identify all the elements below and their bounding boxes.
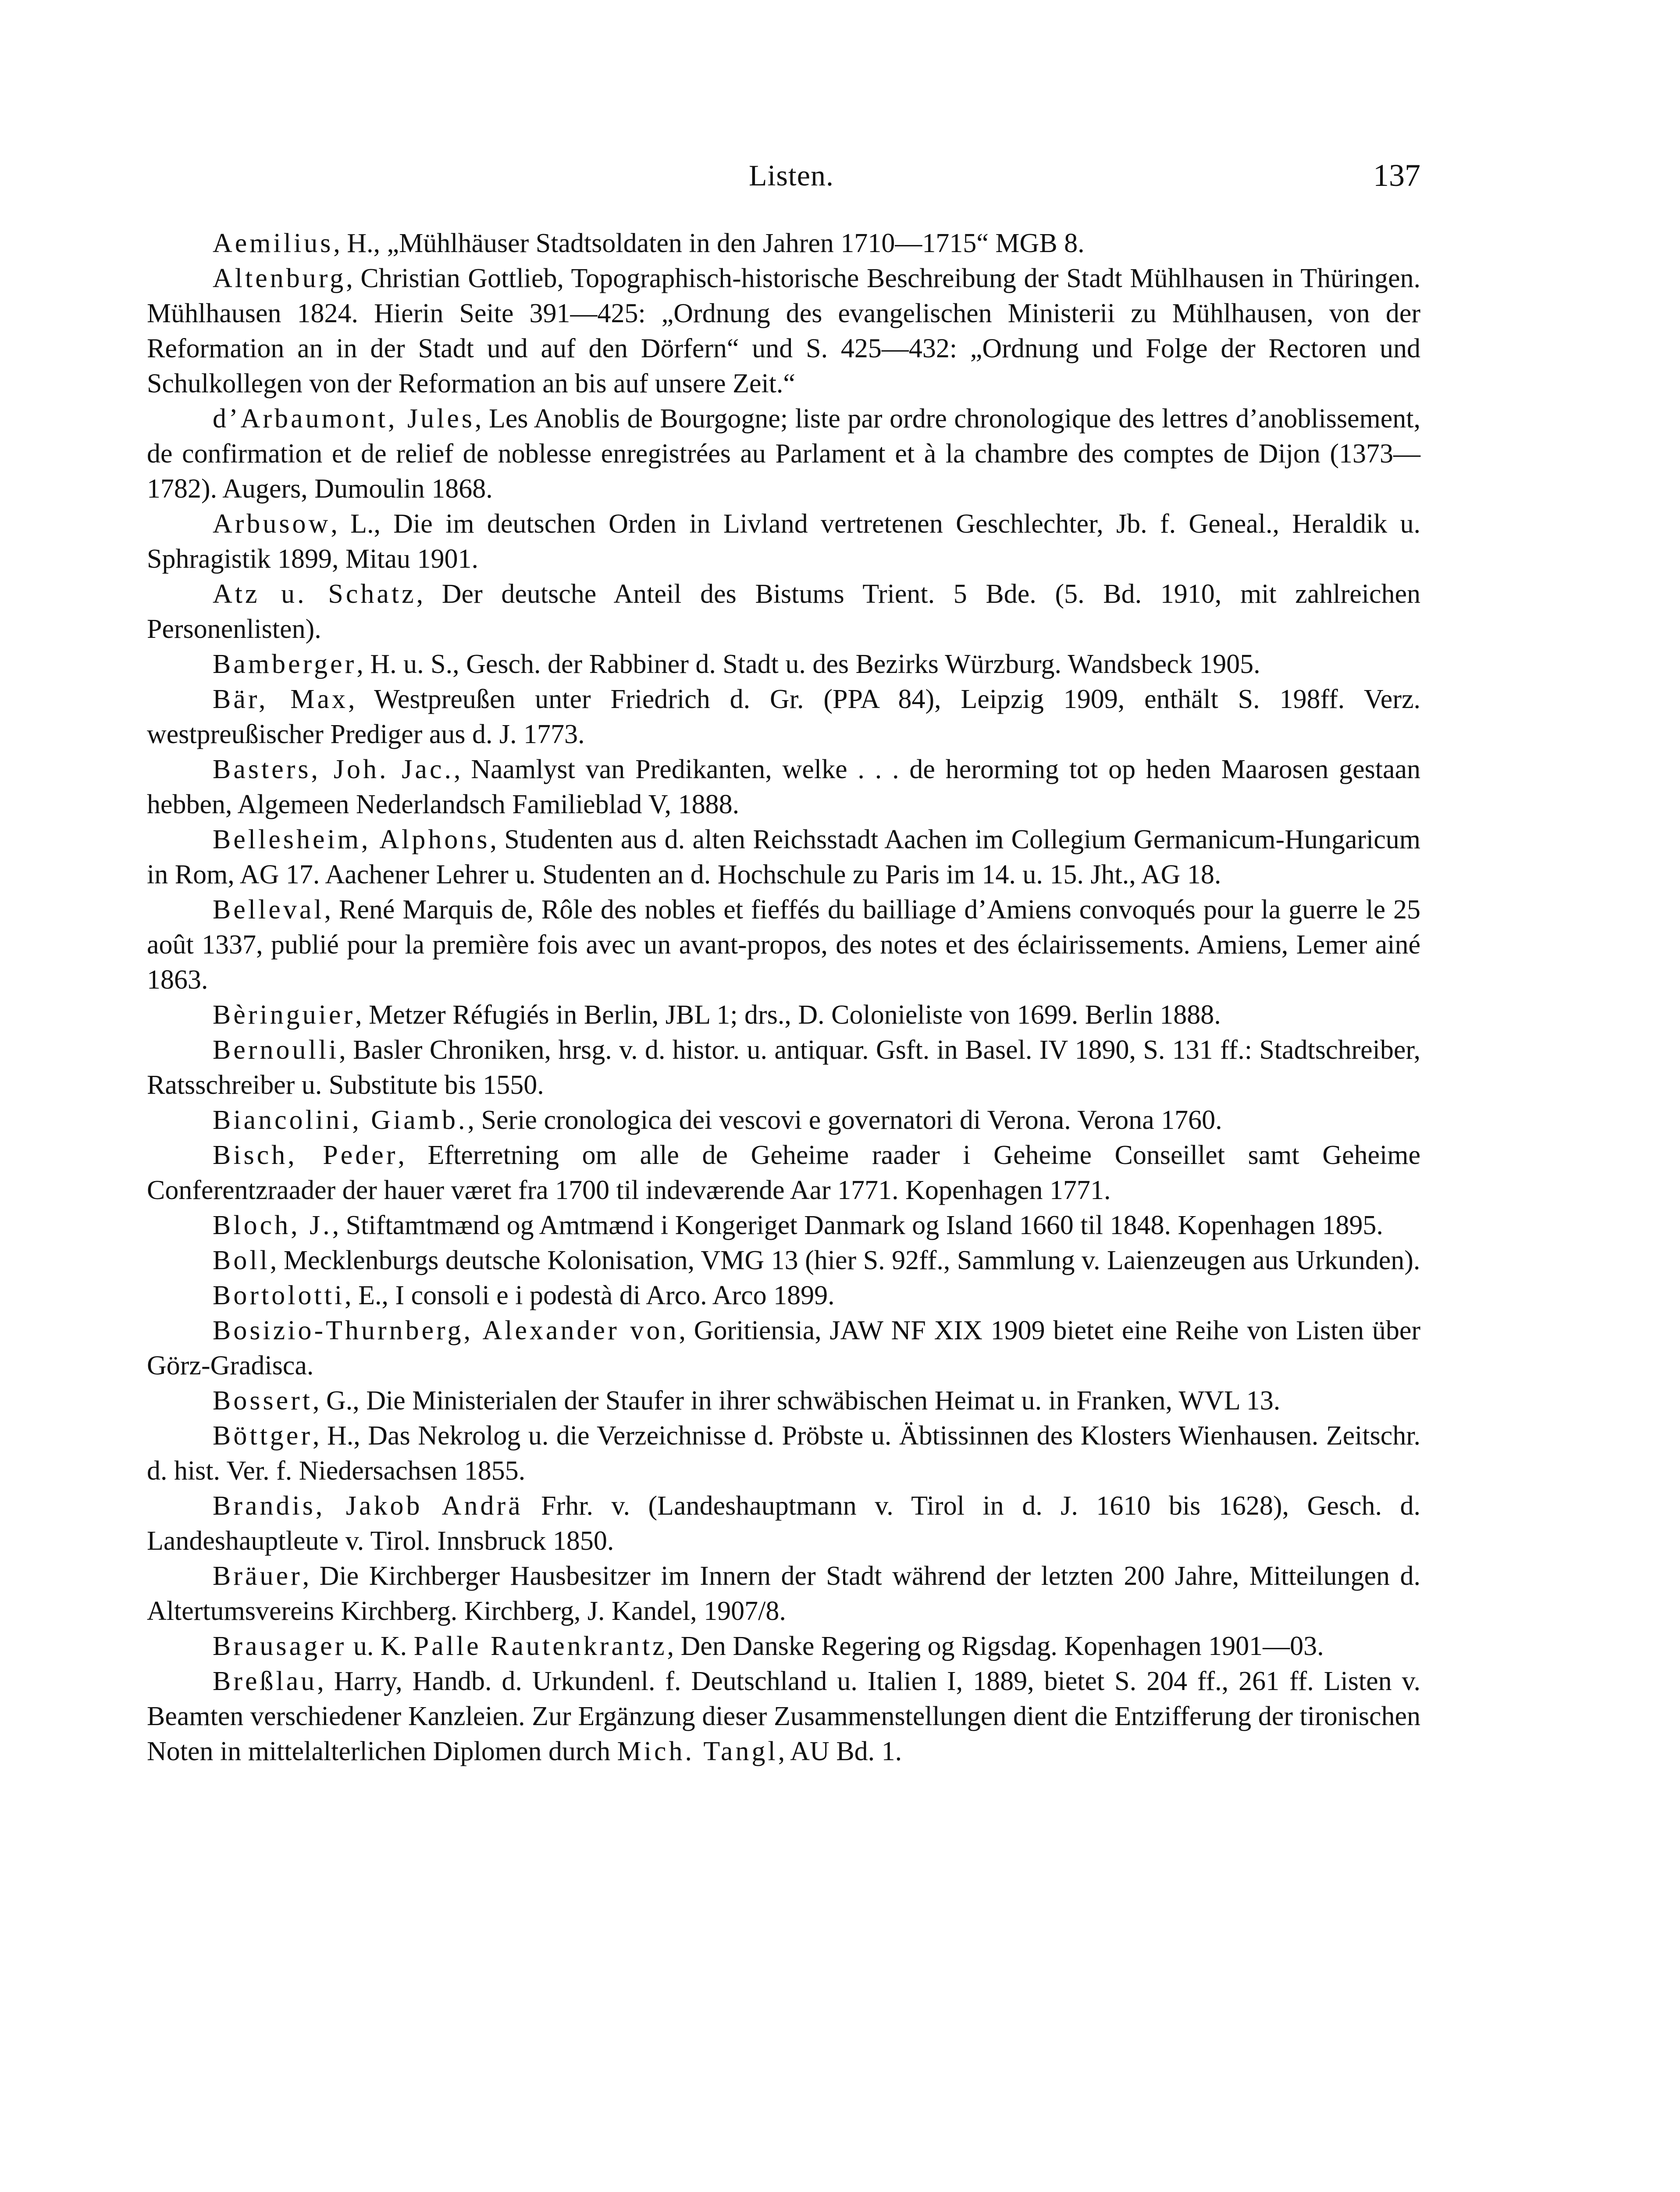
entry-name: Biancolini, Giamb. xyxy=(213,1105,468,1135)
bibliography-entry xyxy=(147,261,1420,401)
entry-text: , Christian Gottlieb, Topographisch-historische Beschreibung der Stadt Mühlhausen in Thüringen. Mühlhausen 1824. Hierin Seite 391—425: „Ordnung des evangelischen Ministerii zu Mühlhausen, von der Reformation an in der Stadt und auf den Dörfern“ und S. 425—432: „Ordnung und Folge der Rectoren und Schulkollegen von der Reformation an bis auf unsere Zeit.“ xyxy=(147,263,1420,399)
bibliography-entry xyxy=(147,1032,1420,1103)
bibliography-entry xyxy=(147,1243,1420,1278)
running-head xyxy=(162,153,1420,197)
entry-name: Bernoulli xyxy=(213,1035,339,1065)
entry-text: , L., Die im deutschen Orden in Livland vertretenen Geschlechter, Jb. f. Geneal., Heraldik u. Sphragistik 1899, Mitau 1901. xyxy=(147,509,1420,574)
bibliography-entry xyxy=(147,1629,1420,1664)
bibliography-entry xyxy=(147,1138,1420,1208)
bibliography-entry xyxy=(147,1418,1420,1488)
bibliography-entry xyxy=(147,1383,1420,1418)
entry-second-text: , AU Bd. 1. xyxy=(778,1737,902,1766)
entry-text: , René Marquis de, Rôle des nobles et fieffés du bailliage d’Amiens convoqués pour la guerre le 25 août 1337, publié pour la première fois avec un avant-propos, des notes et des éclairissements. Amiens, Lemer ainé 1863. xyxy=(147,895,1420,995)
entry-text: , Naamlyst van Predikanten, welke . . . de herorming tot op heden Maarosen gestaan hebben, Algemeen Nederlandsch Familieblad V, 1888. xyxy=(147,754,1420,819)
bibliography-entry xyxy=(147,576,1420,647)
entry-name: Bamberger xyxy=(213,649,357,679)
bibliography-entry xyxy=(147,1664,1420,1769)
entry-text: , Stiftamtmænd og Amtmænd i Kongeriget Danmark og Island 1660 til 1848. Kopenhagen 1895. xyxy=(332,1210,1383,1240)
entry-text: u. K. xyxy=(346,1631,414,1661)
bibliography-entry xyxy=(147,1313,1420,1383)
entry-name: Basters, Joh. Jac. xyxy=(213,754,454,784)
bibliography-entry xyxy=(147,506,1420,576)
page-number: 137 xyxy=(1373,158,1420,193)
entry-text: , H., „Mühlhäuser Stadtsoldaten in den Jahren 1710—1715“ MGB 8. xyxy=(333,228,1085,258)
entry-text: , H., Das Nekrolog u. die Verzeichnisse d. Pröbste u. Äbtissinnen des Klosters Wienhausen. Zeitschr. d. hist. Ver. f. Niedersachsen 1855. xyxy=(147,1421,1420,1486)
running-title: Listen. xyxy=(749,159,834,192)
entry-text: , H. u. S., Gesch. der Rabbiner d. Stadt u. des Bezirks Würzburg. Wandsbeck 1905. xyxy=(356,649,1260,679)
entry-name: Bisch, Peder xyxy=(213,1140,398,1170)
entry-name: Brandis, Jakob Andrä xyxy=(213,1491,523,1521)
entry-name: Boll xyxy=(213,1245,270,1275)
entry-text: , Serie cronologica dei vescovi e governatori di Verona. Verona 1760. xyxy=(467,1105,1222,1135)
bibliography-entry xyxy=(147,1488,1420,1559)
entry-text: , Basler Chroniken, hrsg. v. d. histor. u. antiquar. Gsft. in Basel. IV 1890, S. 131 ff.: Stadtschreiber, Ratsschreiber u. Substitute bis 1550. xyxy=(147,1035,1420,1100)
entry-text: , Les Anoblis de Bourgogne; liste par ordre chronologique des lettres d’anoblissement, de confirmation et de relief de noblesse enregistrées au Parlament et à la chambre des comptes de Dijon (1373—1782). Augers, Dumoulin 1868. xyxy=(147,404,1420,504)
bibliography-entry xyxy=(147,1278,1420,1313)
entry-name: Breßlau xyxy=(213,1666,317,1696)
entry-name: Bär, Max xyxy=(213,684,349,714)
entry-text: , Der deutsche Anteil des Bistums Trient. 5 Bde. (5. Bd. 1910, mit zahlreichen Personenlisten). xyxy=(147,579,1420,644)
entry-name: Aemilius xyxy=(213,228,334,258)
entry-name: Altenburg xyxy=(213,263,346,293)
entry-name: Bortolotti xyxy=(213,1281,345,1310)
entry-text: , Die Kirchberger Hausbesitzer im Innern der Stadt während der letzten 200 Jahre, Mitteilungen d. Altertumsvereins Kirchberg. Kirchberg, J. Kandel, 1907/8. xyxy=(147,1561,1420,1626)
entry-text: , Harry, Handb. d. Urkundenl. f. Deutschland u. Italien I, 1889, bietet S. 204 ff., 261 ff. Listen v. Beamten verschiedener Kanzleien. Zur Ergänzung dieser Zusammenstellungen dient die Entzifferung der tironischen Noten in mittelalterlichen Diplomen durch xyxy=(147,1666,1420,1766)
entry-name: d’Arbaumont, Jules xyxy=(213,404,475,434)
entry-name: Bèringuier xyxy=(213,1000,356,1030)
bibliography-entry xyxy=(147,997,1420,1032)
bibliography-entry xyxy=(147,1559,1420,1629)
entry-text: , Metzer Réfugiés in Berlin, JBL 1; drs., D. Colonieliste von 1699. Berlin 1888. xyxy=(355,1000,1221,1030)
bibliography-list xyxy=(147,226,1420,1769)
bibliography-entry xyxy=(147,1103,1420,1138)
entry-name: Atz u. Schatz xyxy=(213,579,416,609)
entry-second-name: Mich. Tangl xyxy=(617,1737,778,1766)
entry-text: , E., I consoli e i podestà di Arco. Arco 1899. xyxy=(345,1281,835,1310)
entry-text: , Westpreußen unter Friedrich d. Gr. (PPA 84), Leipzig 1909, enthält S. 198ff. Verz. westpreußischer Prediger aus d. J. 1773. xyxy=(147,684,1420,749)
bibliography-entry xyxy=(147,682,1420,752)
entry-name: Bellesheim, Alphons xyxy=(213,825,490,854)
entry-text: Frhr. v. (Landeshauptmann v. Tirol in d. J. 1610 bis 1628), Gesch. d. Landeshauptleute v. Tirol. Innsbruck 1850. xyxy=(147,1491,1420,1556)
entry-text: , G., Die Ministerialen der Staufer in ihrer schwäbischen Heimat u. in Franken, WVL 13. xyxy=(313,1386,1281,1416)
bibliography-entry xyxy=(147,401,1420,506)
entry-name: Belleval xyxy=(213,895,324,925)
entry-second-text: , Den Danske Regering og Rigsdag. Kopenhagen 1901—03. xyxy=(667,1631,1324,1661)
entry-text: , Mecklenburgs deutsche Kolonisation, VMG 13 (hier S. 92ff., Sammlung v. Laienzeugen aus Urkunden). xyxy=(270,1245,1420,1275)
entry-name: Böttger xyxy=(213,1421,313,1451)
entry-second-name: Palle Rautenkrantz xyxy=(413,1631,667,1661)
entry-name: Brausager xyxy=(213,1631,347,1661)
bibliography-entry xyxy=(147,822,1420,892)
bibliography-entry xyxy=(147,647,1420,682)
entry-name: Bosizio-Thurnberg, Alexander von xyxy=(213,1316,679,1345)
bibliography-entry xyxy=(147,752,1420,822)
entry-text: , Efterretning om alle de Geheime raader i Geheime Conseillet samt Geheime Conferentzraader der hauer været fra 1700 til indeværende Aar 1771. Kopenhagen 1771. xyxy=(147,1140,1420,1205)
entry-name: Bloch, J. xyxy=(213,1210,332,1240)
bibliography-entry xyxy=(147,1208,1420,1243)
entry-name: Bräuer xyxy=(213,1561,303,1591)
entry-name: Arbusow xyxy=(213,509,331,539)
entry-text: , Goritiensia, JAW NF XIX 1909 bietet eine Reihe von Listen über Görz-Gradisca. xyxy=(147,1316,1420,1381)
entry-name: Bossert xyxy=(213,1386,313,1416)
entry-text: , Studenten aus d. alten Reichsstadt Aachen im Collegium Germanicum-Hungaricum in Rom, AG 17. Aachener Lehrer u. Studenten an d. Hochschule zu Paris im 14. u. 15. Jht., AG 18. xyxy=(147,825,1420,890)
bibliography-entry xyxy=(147,226,1420,261)
bibliography-entry xyxy=(147,892,1420,997)
